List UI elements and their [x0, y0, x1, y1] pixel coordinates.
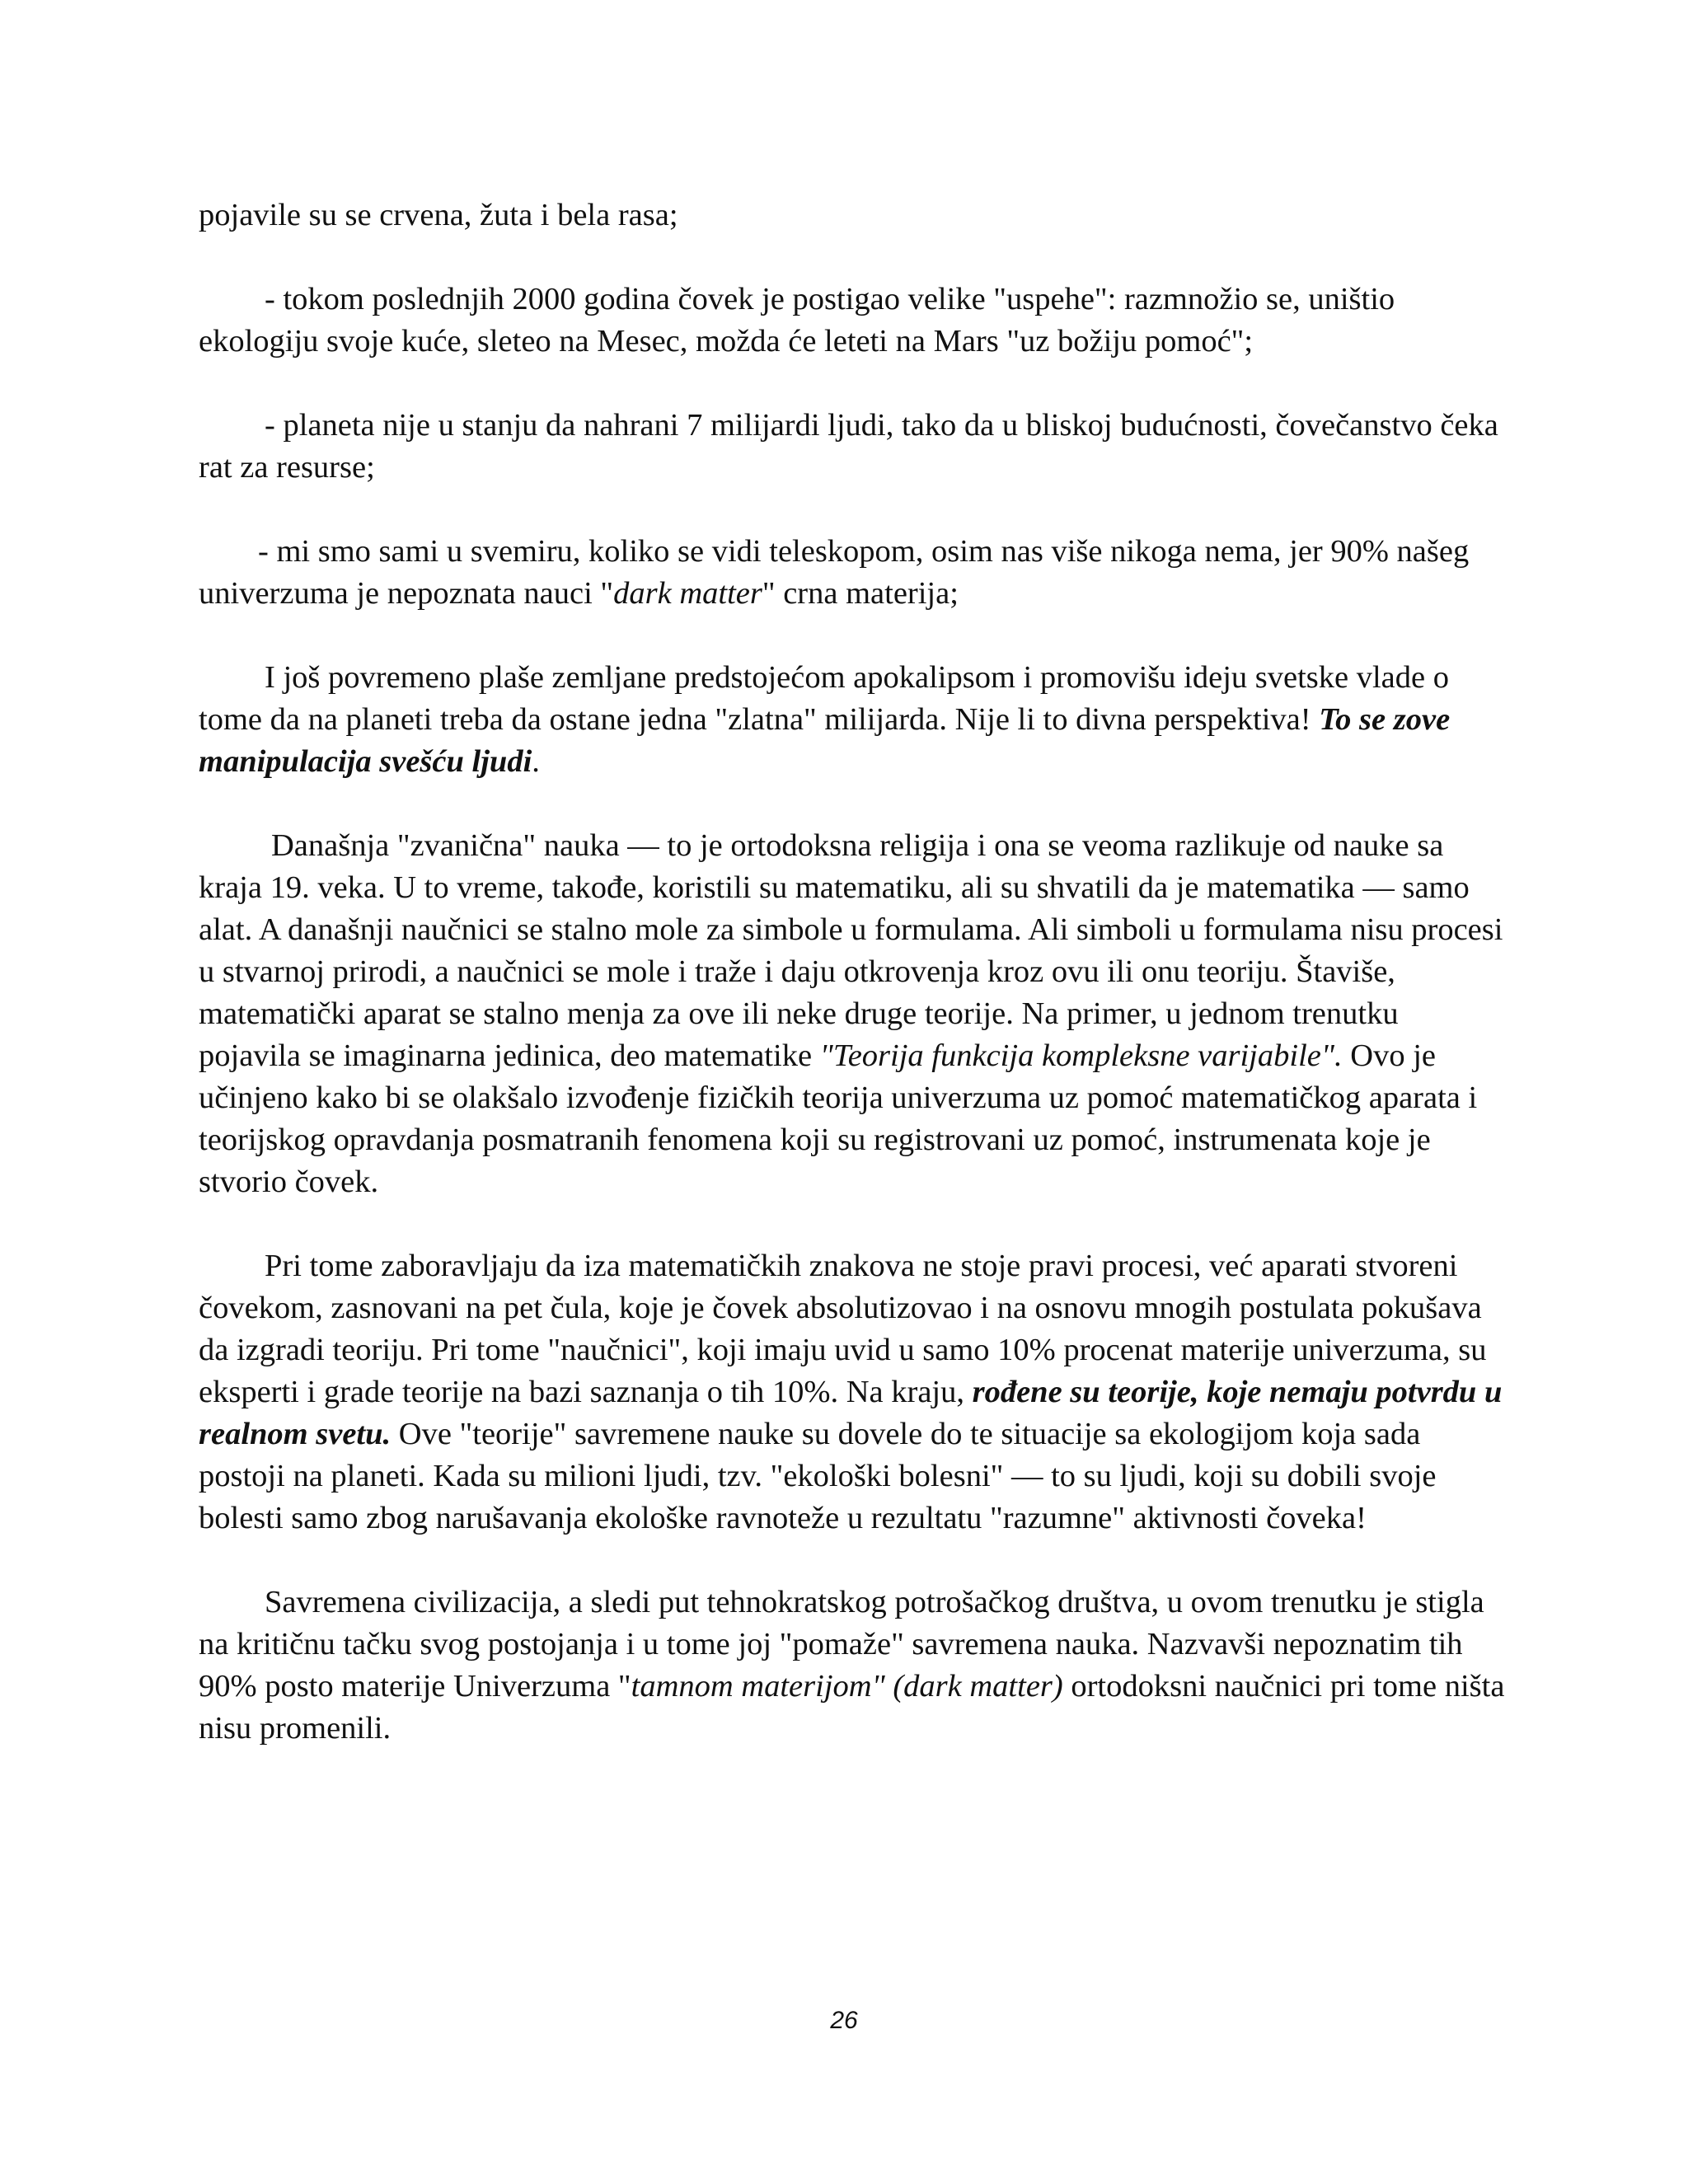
paragraph-8-text-b: ortodoksni naučnici pri tome ništa nisu promenili.: [199, 1669, 1505, 1746]
paragraph-1: [199, 194, 1507, 237]
paragraph-6: [199, 825, 1507, 1203]
paragraph-7-bold-italic: rođene su teorije, koje nemaju potvrdu u realnom svetu.: [199, 1375, 1503, 1451]
paragraph-6-italic: "Teorija funkcija kompleksne varijabile".: [819, 1038, 1343, 1073]
paragraph-7-text-b: Ove "teorije" savremene nauke su dovele do te situacije sa ekologijom koja sada postoji na planeti. Kada su milioni ljudi, tzv. "ekološki bolesni" — to su ljudi, koji su dobili svoje bolesti samo zbog narušavanja ekološke ravnoteže u rezultatu "razumne" aktivnosti čoveka!: [199, 1417, 1437, 1535]
page-number: 26: [830, 2007, 858, 2034]
paragraph-5-text-a: I još povremeno plaše zemljane predstojećom apokalipsom i promovišu ideju svetske vlade o tome da na planeti treba da ostane jedna "zlatna" milijarda. Nije li to divna perspektiva!: [199, 660, 1449, 737]
paragraph-8-text-a: Savremena civilizacija, a sledi put tehnokratskog potrošačkog društva, u ovom trenutku je stigla na kritičnu tačku svog postojanja i u tome joj "pomaže" savremena nauka. Nazvavši nepoznatim tih 90% posto materije Univerzuma ": [199, 1585, 1484, 1704]
paragraph-7: [199, 1245, 1507, 1540]
paragraph-4-text-a: - mi smo sami u svemiru, koliko se vidi teleskopom, osim nas više nikoga nema, jer 90% našeg univerzuma je nepoznata nauci ": [199, 534, 1470, 611]
paragraph-6-text-b: Ovo je učinjeno kako bi se olakšalo izvođenje fizičkih teorija univerzuma uz pomoć matematičkog aparata i teorijskog opravdanja posmatranih fenomena koji su registrovani uz pomoć, instrumenata koje je stvorio čovek.: [199, 1038, 1478, 1199]
body-text: [199, 194, 1507, 1792]
paragraph-4-text-b: " crna materija;: [762, 576, 959, 611]
paragraph-1-text: pojavile su se crvena, žuta i bela rasa;: [199, 198, 678, 232]
paragraph-6-text-a: Današnja "zvanična" nauka — to je ortodoksna religija i ona se veoma razlikuje od nauke sa kraja 19. veka. U to vreme, takođe, koristili su matematiku, ali su shvatili da je matematika — samo alat. A današnji naučnici se stalno mole za simbole u formulama. Ali simboli u formulama nisu procesi u stvarnoj prirodi, a naučnici se mole i traže i daju otkrovenja kroz ovu ili onu teoriju. Štaviše, matematički aparat se stalno menja za ove ili neke druge teorije. Na primer, u jednom trenutku pojavila se imaginarna jedinica, deo matematike: [199, 828, 1503, 1073]
paragraph-8-italic: tamnom materijom" (dark matter): [631, 1669, 1063, 1704]
paragraph-5-bold-italic: To se zove manipulacija svešću ljudi: [199, 702, 1451, 779]
paragraph-5: [199, 657, 1507, 783]
paragraph-3: [199, 405, 1507, 489]
paragraph-5-text-b: .: [532, 744, 540, 779]
paragraph-7-text-a: Pri tome zaboravljaju da iza matematičkih znakova ne stoje pravi procesi, već aparati stvoreni čovekom, zasnovani na pet čula, koje je čovek absolutizovao i na osnovu mnogih postulata pokušava da izgradi teoriju. Pri tome "naučnici", koji imaju uvid u samo 10% procenat materije univerzuma, su eksperti i grade teorije na bazi saznanja o tih 10%. Na kraju,: [199, 1249, 1487, 1409]
paragraph-4: [199, 531, 1507, 615]
paragraph-3-text: - planeta nije u stanju da nahrani 7 milijardi ljudi, tako da u bliskoj budućnosti, čovečanstvo čeka rat za resurse;: [199, 408, 1498, 485]
paragraph-4-italic: dark matter: [613, 576, 762, 611]
paragraph-8: [199, 1582, 1507, 1750]
paragraph-2: [199, 279, 1507, 363]
paragraph-2-text: - tokom poslednjih 2000 godina čovek je postigao velike "uspehe": razmnožio se, uništio ekologiju svoje kuće, sleteo na Mesec, možda će leteti na Mars "uz božiju pomoć";: [199, 282, 1395, 359]
